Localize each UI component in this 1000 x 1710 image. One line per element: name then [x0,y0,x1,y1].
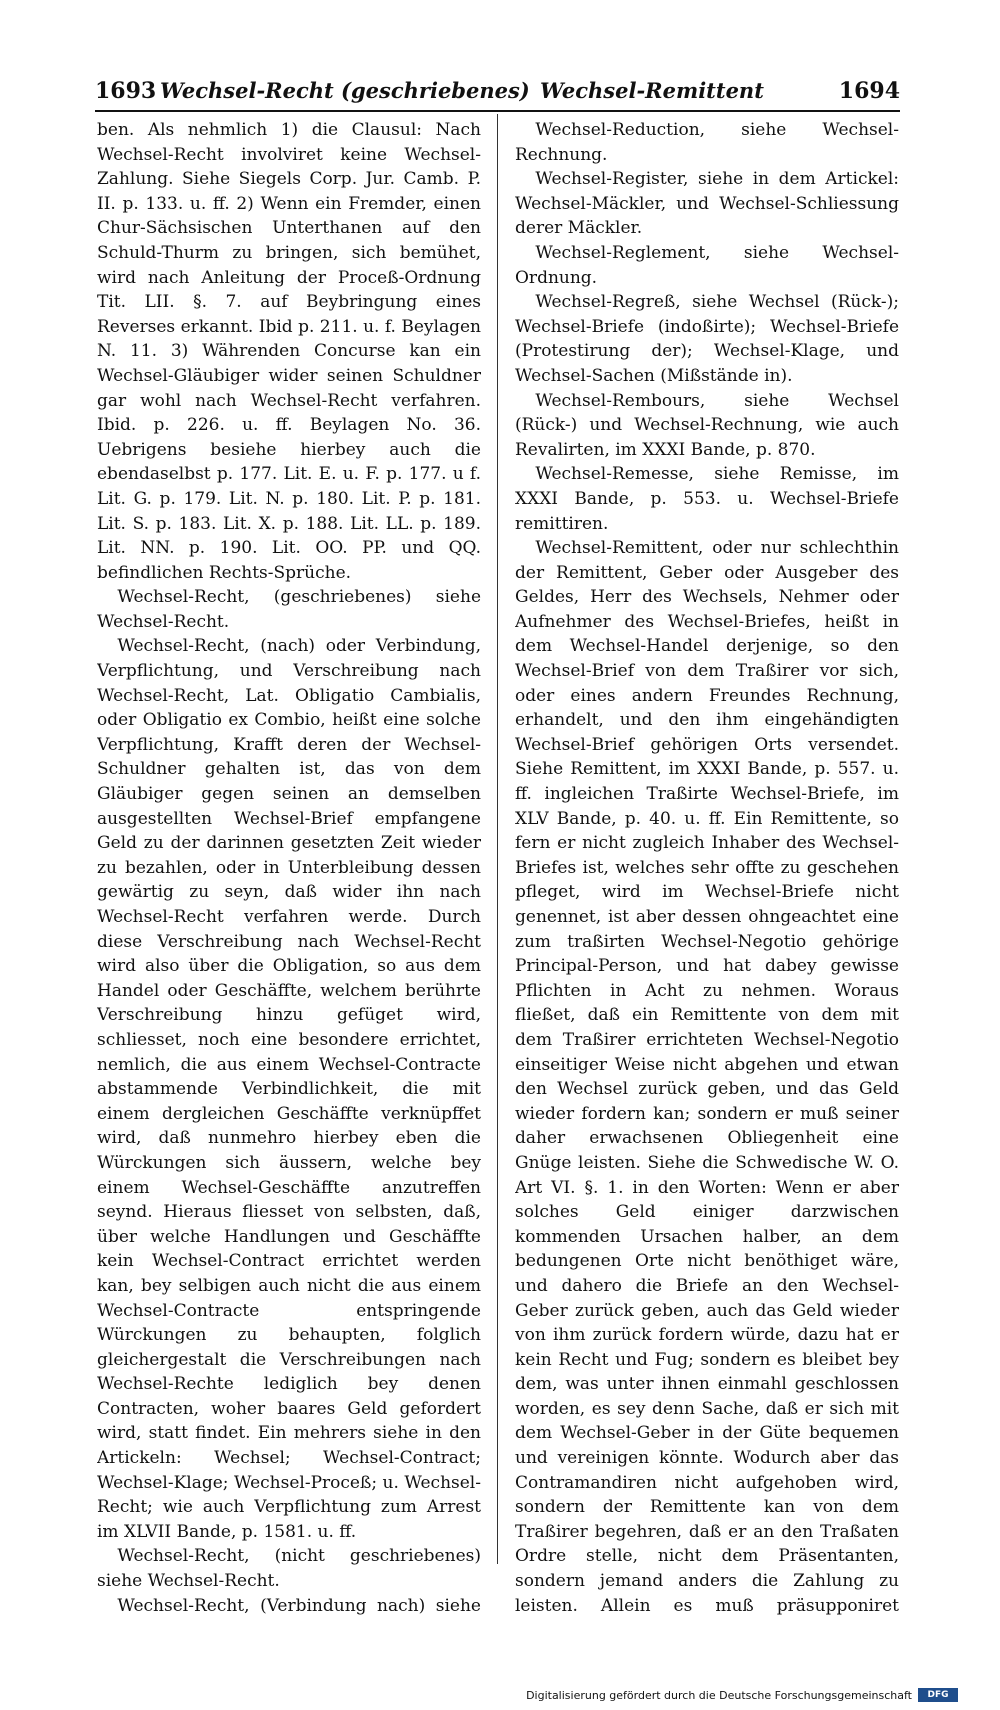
right-column [515,118,899,1618]
article-entry: Wechsel-Recht, (geschriebenes) siehe Wechsel-Recht. [97,587,481,632]
article-entry: Wechsel-Recht, (nicht geschriebenes) siehe Wechsel-Recht. [97,1546,481,1592]
column-divider [497,114,498,1564]
left-page-number: 1693 [95,78,157,104]
article-entry: Wechsel-Reglement, siehe Wechsel-Ordnung. [515,242,899,288]
article-entry: Wechsel-Remesse, siehe Remisse, im XXXI Bande, p. 553. u. Wechsel-Briefe remittiren. [515,464,899,534]
article-entry: Wechsel-Recht, (nach) oder Verbindung, Verpflichtung, und Verschreibung nach Wechsel-Recht, Lat. Obligatio Cambialis, oder Obligatio ex Combio, heißt eine solche Verpflichtung, Krafft deren der Wechsel-Schuldner gehalten ist, das von dem Gläubiger gegen seinen an demselben ausgestellten Wechsel-Brief empfangene Geld zu der darinnen gesetzten Zeit wieder zu bezahlen, oder in Unterbleibung dessen gewärtig zu seyn, daß wider ihn nach Wechsel-Recht verfahren werde. Durch diese Verschreibung nach Wechsel-Recht wird also über die Obligation, so aus dem Handel oder Geschäffte, welchem berührte Verschreibung hinzu gefüget wird, schliesset, noch eine besondere errichtet, nemlich, die aus einem Wechsel-Contracte abstammende Verbindlichkeit, die mit einem dergleichen Geschäffte verknüpffet wird, daß nunmehro hierbey eben die Würckungen sich äussern, welche bey einem Wechsel-Geschäffte anzutreffen seynd. Hieraus fliesset von selbsten, daß, über welche Handlungen und Geschäffte kein Wechsel-Contract errichtet werden kan, bey selbigen auch nicht die aus einem Wechsel-Contracte entspringende Würckungen zu behaupten, folglich gleichergestalt die Verschreibungen nach Wechsel-Rechte lediglich bey denen Contracten, woher baares Geld gefordert wird, statt findet. Ein mehrers siehe in den Artickeln: Wechsel; Wechsel-Contract; Wechsel-Klage; Wechsel-Proceß; u. Wechsel-Recht; wie auch Verpflichtung zum Arrest im XLVII Bande, p. 1581. u. ff. [97,636,481,1542]
page-header [95,70,900,112]
article-entry: Wechsel-Register, siehe in dem Artickel: Wechsel-Mäckler, und Wechsel-Schliessung derer Mäckler. [515,169,899,239]
right-page-number: 1694 [838,78,900,104]
left-column [97,118,481,1618]
footer [526,1688,958,1702]
left-running-title: Wechsel-Recht (geschriebenes) [160,78,530,103]
article-entry: Wechsel-Reduction, siehe Wechsel-Rechnung. [515,120,899,165]
article-entry: ben. Als nehmlich 1) die Clausul: Nach Wechsel-Recht involviret keine Wechsel-Zahlung. Siehe Siegels Corp. Jur. Camb. P. II. p. 133. u. ff. 2) Wenn ein Fremder, einen Chur-Sächsischen Unterthanen auf den Schuld-Thurm zu bringen, sich bemühet, wird nach Anleitung der Proceß-Ordnung Tit. LII. §. 7. auf Beybringung eines Reverses erkannt. Ibid p. 211. u. f. Beylagen N. 11. 3) Währenden Concurse kan ein Wechsel-Gläubiger wider seinen Schuldner gar wohl nach Wechsel-Recht verfahren. Ibid. p. 226. u. ff. Beylagen No. 36. Uebrigens besiehe hierbey auch die ebendaselbst p. 177. Lit. E. u. F. p. 177. u f. Lit. G. p. 179. Lit. N. p. 180. Lit. P. p. 181. Lit. S. p. 183. Lit. X. p. 188. Lit. LL. p. 189. Lit. NN. p. 190. Lit. OO. PP. und QQ. befindlichen Rechts-Sprüche. [97,120,481,583]
dfg-logo: DFG [918,1688,958,1702]
right-running-title: Wechsel-Remittent [540,78,764,103]
page [95,70,900,1630]
article-entry: Wechsel-Recht, (Verbindung nach) siehe [117,1595,481,1616]
article-entry: Wechsel-Regreß, siehe Wechsel (Rück-); Wechsel-Briefe (indoßirte); Wechsel-Briefe (Protestirung der); Wechsel-Klage, und Wechsel-Sachen (Mißstände in). [515,292,899,386]
article-entry: Wechsel-Remittent, oder nur schlechthin der Remittent, Geber oder Ausgeber des Geldes, Herr des Wechsels, Nehmer oder Aufnehmer des Wechsel-Briefes, heißt in dem Wechsel-Handel derjenige, so den Wechsel-Brief von dem Traßirer vor sich, oder eines andern Freundes Rechnung, erhandelt, und den ihm eingehändigten Wechsel-Brief gehörigen Orts versendet. Siehe Remittent, im XXXI Bande, p. 557. u. ff. ingleichen Traßirte Wechsel-Briefe, im XLV Bande, p. 40. u. ff. Ein Remittente, so fern er nicht zugleich Inhaber des Wechsel-Briefes ist, welches sehr offte zu geschehen pfleget, wird im Wechsel-Briefe nicht genennet, ist aber dessen ohngeachtet eine zum traßirten Wechsel-Negotio gehörige Principal-Person, und hat dabey gewisse Pflichten in Acht zu nehmen. Woraus fließet, daß ein Remittente von dem mit dem Traßirer errichteten Wechsel-Negotio einseitiger Weise nicht abgehen und etwan den Wechsel zurück geben, und das Geld wieder fordern kan; sondern er muß seiner daher erwachsenen Obliegenheit eine Gnüge leisten. Siehe die Schwedische W. O. Art VI. §. 1. in den Worten: Wenn er aber solches Geld einiger darzwischen kommenden Ursachen halber, an dem bedungenen Orte nicht benöthiget wäre, und dahero die Briefe an den Wechsel-Geber zurück geben, auch das Geld wieder von ihm zurück fordern würde, dazu hat er kein Recht und Fug; sondern es bleibet bey dem, was unter ihnen einmahl geschlossen worden, es sey denn Sache, daß er sich mit dem Wechsel-Geber in der Güte bequemen und vereinigen könnte. Wodurch aber das Contramandiren nicht aufgehoben wird, sondern der Remittente kan von dem Traßirer begehren, daß er an den Traßaten Ordre stelle, nicht dem Präsentanten, sondern jemand anders die Zahlung zu leisten. Allein es muß präsupponiret [515,538,899,1616]
article-entry: Wechsel-Rembours, siehe Wechsel (Rück-) und Wechsel-Rechnung, wie auch Revalirten, im XXXI Bande, p. 870. [515,390,899,460]
footer-funding-note: Digitalisierung gefördert durch die Deutsche Forschungsgemeinschaft [526,1688,912,1702]
